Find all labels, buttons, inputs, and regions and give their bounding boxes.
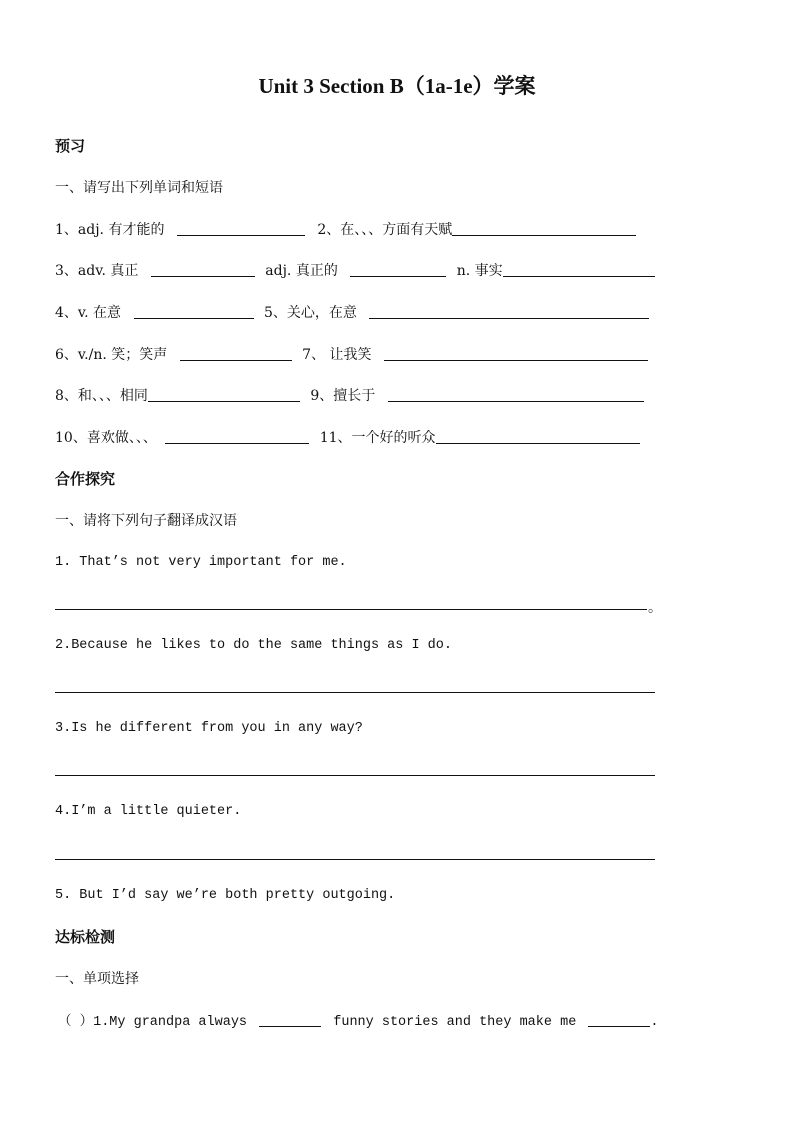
vocab-item-8: 8、和、、、相同 <box>55 388 148 404</box>
vocab-item-6: 6、v./n. 笑；笑声 <box>55 347 168 363</box>
section-heading-test: 达标检测 <box>55 928 116 946</box>
question-1 <box>58 1012 659 1032</box>
translation-line-1[interactable] <box>55 609 647 610</box>
sentence-2: 2.Because he likes to do the same things as I do. <box>55 638 452 653</box>
task-instruction-translate: 一、请将下列句子翻译成汉语 <box>55 513 237 529</box>
answer-blank[interactable] <box>384 346 648 361</box>
answer-blank[interactable] <box>177 221 305 236</box>
answer-blank[interactable] <box>452 221 636 236</box>
answer-blank[interactable] <box>588 1012 650 1027</box>
question-1-end: . <box>650 1015 659 1030</box>
vocab-item-7: 7、 让我笑 <box>302 347 372 363</box>
vocab-row-3 <box>55 304 649 322</box>
vocab-row-5 <box>55 387 644 405</box>
vocab-item-3c: n. 事实 <box>456 263 503 279</box>
translation-line-4[interactable] <box>55 859 655 860</box>
question-1-middle: funny stories and they make me <box>333 1015 577 1030</box>
vocab-item-9: 9、擅长于 <box>310 388 376 404</box>
sentence-3: 3.Is he different from you in any way? <box>55 721 363 736</box>
question-1-prefix: （ ）1.My grandpa always <box>58 1015 248 1030</box>
vocab-item-1: 1、adj. 有才能的 <box>55 222 165 238</box>
answer-blank[interactable] <box>350 262 446 277</box>
answer-blank[interactable] <box>503 262 655 277</box>
task-instruction-choice: 一、单项选择 <box>55 971 139 987</box>
answer-blank[interactable] <box>388 387 644 402</box>
vocab-row-4 <box>55 346 648 364</box>
vocab-item-4: 4、v. 在意 <box>55 305 122 321</box>
vocab-item-3b: adj. 真正的 <box>265 263 338 279</box>
answer-blank[interactable] <box>259 1012 321 1027</box>
answer-blank[interactable] <box>151 262 255 277</box>
sentence-1: 1. That’s not very important for me. <box>55 555 347 570</box>
vocab-item-10: 10、喜欢做、、、 <box>55 430 157 446</box>
sentence-5: 5. But I’d say we’re both pretty outgoing. <box>55 888 396 903</box>
vocab-item-3: 3、adv. 真正 <box>55 263 139 279</box>
answer-blank[interactable] <box>436 429 640 444</box>
sentence-4: 4.I’m a little quieter. <box>55 804 242 819</box>
answer-blank[interactable] <box>180 346 292 361</box>
answer-blank[interactable] <box>134 304 254 319</box>
sentence-end-mark: 。 <box>648 600 662 616</box>
task-instruction-vocab: 一、请写出下列单词和短语 <box>55 180 223 196</box>
page-title: Unit 3 Section B（1a-1e）学案 <box>258 74 536 98</box>
answer-blank[interactable] <box>369 304 649 319</box>
section-heading-preview: 预习 <box>55 137 86 155</box>
translation-line-3[interactable] <box>55 775 655 776</box>
vocab-row-6 <box>55 429 640 447</box>
translation-line-2[interactable] <box>55 692 655 693</box>
vocab-item-11: 11、一个好的听众 <box>319 430 436 446</box>
vocab-row-1 <box>55 221 636 239</box>
answer-blank[interactable] <box>148 387 300 402</box>
vocab-item-5: 5、关心，在意 <box>263 305 357 321</box>
section-heading-explore: 合作探究 <box>55 470 116 488</box>
vocab-row-2 <box>55 262 655 280</box>
vocab-item-2: 2、在、、、方面有天赋 <box>317 222 453 238</box>
answer-blank[interactable] <box>165 429 309 444</box>
